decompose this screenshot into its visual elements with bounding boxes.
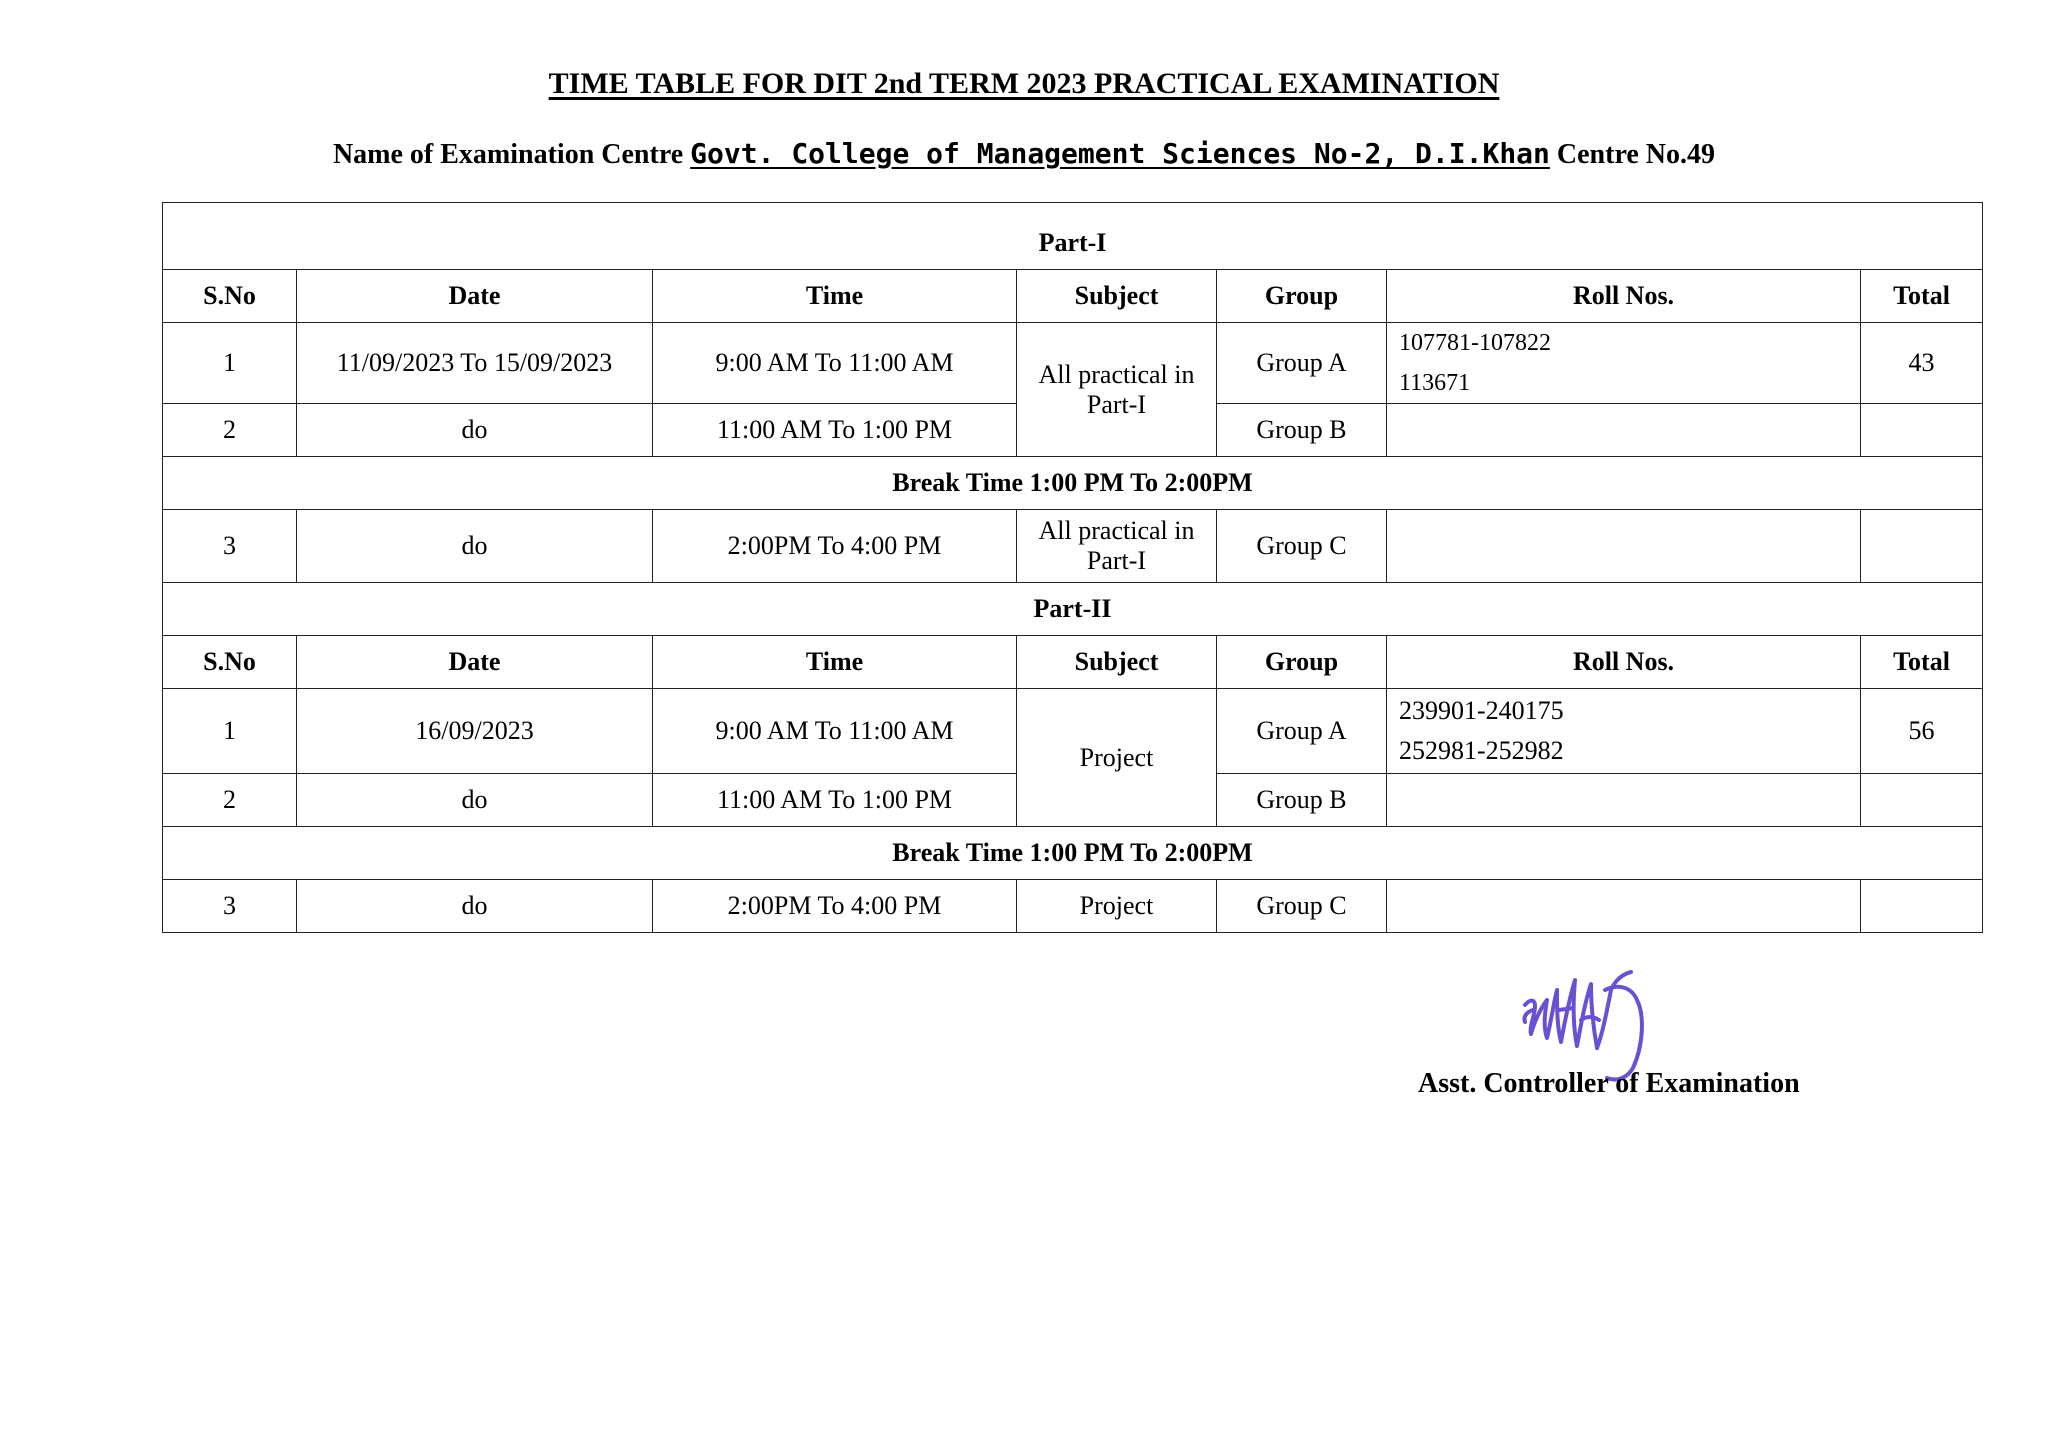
roll-range: 113671: [1399, 370, 1471, 396]
group-cell: Group B: [1217, 404, 1387, 457]
group-cell: Group B: [1217, 774, 1387, 827]
col-subject-header: Subject: [1017, 270, 1217, 323]
date-cell: 16/09/2023: [297, 689, 653, 774]
date-cell: do: [297, 510, 653, 583]
total-cell: [1861, 510, 1983, 583]
table-row: [163, 689, 1983, 774]
table-row: [163, 880, 1983, 933]
subject-cell: Project: [1017, 689, 1217, 827]
break-time: Break Time 1:00 PM To 2:00PM: [163, 827, 1983, 880]
part2-heading-row: [163, 583, 1983, 636]
time-cell: 2:00PM To 4:00 PM: [653, 510, 1017, 583]
total-cell: [1861, 774, 1983, 827]
signatory-title: Asst. Controller of Examination: [1418, 1068, 1800, 1099]
break-time: Break Time 1:00 PM To 2:00PM: [163, 457, 1983, 510]
time-cell: 11:00 AM To 1:00 PM: [653, 774, 1017, 827]
col-time-header: Time: [653, 636, 1017, 689]
roll-range: 239901-240175: [1399, 696, 1564, 725]
date-cell: do: [297, 880, 653, 933]
date-cell: do: [297, 774, 653, 827]
centre-number: Centre No.49: [1556, 139, 1716, 170]
col-time-header: Time: [653, 270, 1017, 323]
time-cell: 2:00PM To 4:00 PM: [653, 880, 1017, 933]
part1-heading-row: [163, 203, 1983, 270]
total-cell: 56: [1861, 689, 1983, 774]
roll-range: 252981-252982: [1399, 736, 1564, 765]
group-cell: Group A: [1217, 323, 1387, 404]
sno-cell: 3: [163, 510, 297, 583]
centre-name: Govt. College of Management Sciences No-2, D.I.Khan: [690, 137, 1550, 170]
rollnos-cell: [1387, 689, 1861, 774]
sno-cell: 2: [163, 774, 297, 827]
col-group-header: Group: [1217, 636, 1387, 689]
subject-cell: All practical in Part-I: [1017, 323, 1217, 457]
col-sno-header: S.No: [163, 636, 297, 689]
table-row: [163, 323, 1983, 404]
subject-cell: Project: [1017, 880, 1217, 933]
rollnos-cell: [1387, 404, 1861, 457]
col-total-header: Total: [1861, 636, 1983, 689]
part1-heading: Part-I: [163, 203, 1983, 270]
col-group-header: Group: [1217, 270, 1387, 323]
sno-cell: 1: [163, 323, 297, 404]
time-cell: 11:00 AM To 1:00 PM: [653, 404, 1017, 457]
total-cell: 43: [1861, 323, 1983, 404]
part2-header-row: [163, 636, 1983, 689]
table-row: [163, 510, 1983, 583]
col-sno-header: S.No: [163, 270, 297, 323]
rollnos-cell: [1387, 510, 1861, 583]
sno-cell: 1: [163, 689, 297, 774]
break-row: [163, 827, 1983, 880]
sno-cell: 2: [163, 404, 297, 457]
date-cell: 11/09/2023 To 15/09/2023: [297, 323, 653, 404]
total-cell: [1861, 404, 1983, 457]
total-cell: [1861, 880, 1983, 933]
col-date-header: Date: [297, 636, 653, 689]
rollnos-cell: [1387, 323, 1861, 404]
break-row: [163, 457, 1983, 510]
sno-cell: 3: [163, 880, 297, 933]
document-title: TIME TABLE FOR DIT 2nd TERM 2023 PRACTICAL EXAMINATION: [548, 67, 1500, 100]
centre-line: [0, 132, 2048, 177]
part2-heading: Part-II: [163, 583, 1983, 636]
col-rollnos-header: Roll Nos.: [1387, 636, 1861, 689]
centre-prefix: Name of Examination Centre: [332, 139, 684, 170]
roll-range: 107781-107822: [1399, 330, 1551, 356]
time-cell: 9:00 AM To 11:00 AM: [653, 689, 1017, 774]
col-total-header: Total: [1861, 270, 1983, 323]
group-cell: Group C: [1217, 510, 1387, 583]
time-cell: 9:00 AM To 11:00 AM: [653, 323, 1017, 404]
col-subject-header: Subject: [1017, 636, 1217, 689]
col-rollnos-header: Roll Nos.: [1387, 270, 1861, 323]
subject-cell: All practical in Part-I: [1017, 510, 1217, 583]
rollnos-cell: [1387, 774, 1861, 827]
group-cell: Group A: [1217, 689, 1387, 774]
col-date-header: Date: [297, 270, 653, 323]
part1-header-row: [163, 270, 1983, 323]
rollnos-cell: [1387, 880, 1861, 933]
date-cell: do: [297, 404, 653, 457]
timetable: [162, 202, 1983, 933]
group-cell: Group C: [1217, 880, 1387, 933]
